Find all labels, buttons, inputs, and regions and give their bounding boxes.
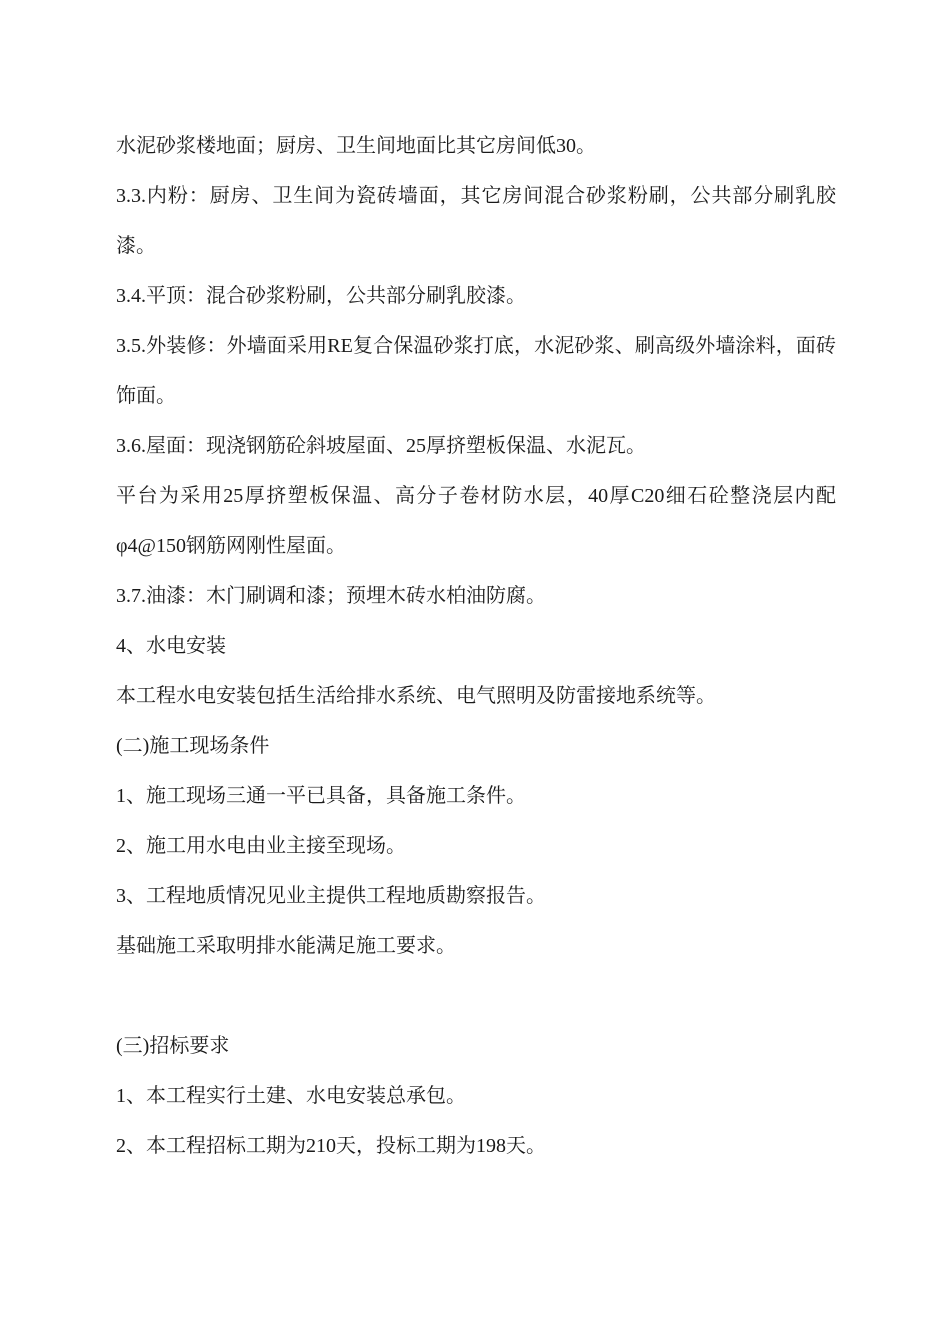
heading-tender-requirements: (三)招标要求 (116, 1035, 230, 1057)
paragraph-floor-finish: 水泥砂浆楼地面；厨房、卫生间地面比其它房间低30。 (116, 135, 596, 157)
paragraph-ceiling: 3.4.平顶：混合砂浆粉刷，公共部分刷乳胶漆。 (116, 285, 526, 307)
heading-mep-installation: 4、水电安装 (116, 635, 226, 657)
paragraph-exterior-finish: 3.5.外装修：外墙面采用RE复合保温砂浆打底，水泥砂浆、刷高级外墙涂料，面砖饰面。 (116, 335, 836, 407)
list-item-site-ready: 1、施工现场三通一平已具备，具备施工条件。 (116, 785, 526, 807)
paragraph-interior-plaster: 3.3.内粉：厨房、卫生间为瓷砖墙面，其它房间混合砂浆粉刷，公共部分刷乳胶漆。 (116, 185, 836, 257)
paragraph-platform: 平台为采用25厚挤塑板保温、高分子卷材防水层，40厚C20细石砼整浇层内配φ4@150钢筋网刚性屋面。 (116, 485, 836, 557)
paragraph-foundation-drainage: 基础施工采取明排水能满足施工要求。 (116, 935, 456, 957)
paragraph-roof: 3.6.屋面：现浇钢筋砼斜坡屋面、25厚挤塑板保温、水泥瓦。 (116, 435, 646, 457)
paragraph-paint: 3.7.油漆：木门刷调和漆；预埋木砖水柏油防腐。 (116, 585, 546, 607)
heading-site-conditions: (二)施工现场条件 (116, 735, 270, 757)
list-item-geology: 3、工程地质情况见业主提供工程地质勘察报告。 (116, 885, 546, 907)
list-item-schedule: 2、本工程招标工期为210天，投标工期为198天。 (116, 1135, 546, 1157)
list-item-utilities: 2、施工用水电由业主接至现场。 (116, 835, 406, 857)
paragraph-mep-scope: 本工程水电安装包括生活给排水系统、电气照明及防雷接地系统等。 (116, 685, 716, 707)
list-item-general-contract: 1、本工程实行土建、水电安装总承包。 (116, 1085, 466, 1107)
